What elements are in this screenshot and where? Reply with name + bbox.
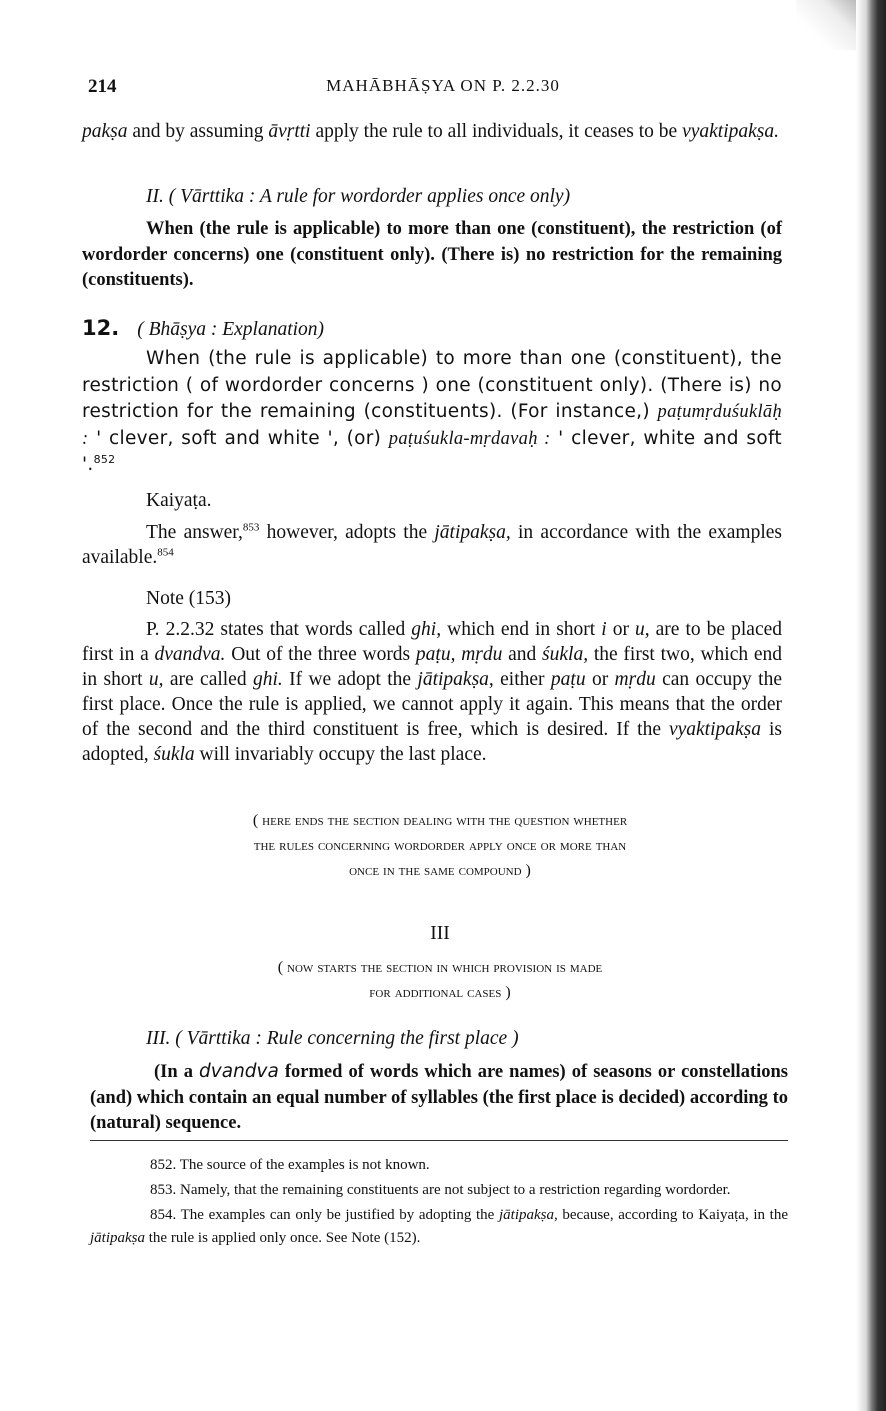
footnote-ref: 852 [93,452,116,466]
varttika-3-text: (In a dvandva formed of words which are names) of seasons or constellations (and) which contain an equal number of syllables (the first place is decided) according to (natural) sequence. [90,1061,788,1133]
running-head-title: MAHĀBHĀṢYA ON [326,76,487,95]
varttika-2-heading: II. ( Vārttika : A rule for wordorder applies once only) [146,186,571,207]
note-text: P. 2.2.32 states that words called ghi, which end in short i or u, are to be placed first in a dvandva. Out of the three words paṭu, mṛdu and śukla, the first two, which end in short u, are called ghi. If we adopt the jātipakṣa, either paṭu or mṛdu can occupy the first place. Once the rule is applied, we cannot apply it again. This means that the order of the second and the third constituent is free, which is desired. If the vyaktipakṣa is adopted, śukla will invariably occupy the last place. [82,619,783,765]
running-head-ref: P. 2.2.30 [492,76,560,95]
bhasya-text: When (the rule is applicable) to more than one (constituent), the restriction ( of wordorder concerns ) one (constituent only). (There is) no restriction for the remaining (constituents). (For instance,) paṭumṛduśuklāḥ : ' clever, soft and white ', (or) paṭuśukla-mṛdavaḥ : ' clever, white and soft '.$^{852}$ [82,348,782,475]
note-label: Note (153) [146,588,232,609]
section-3-intro: ( now starts the section in which provision is made for additional cases ) [277,959,603,1001]
footnote-854: 854. The examples can only be justified by adopting the jātipakṣa, because, according to Kaiyaṭa, in the jātipakṣa the rule is applied only once. See Note (152). [90,1207,788,1246]
footnote-rule [90,1140,788,1141]
kaiyata-text: The answer,$^{853}$ however, adopts the jātipakṣa, in accordance with the examples available.$^{854}$ [82,521,782,568]
varttika-2-text: When (the rule is applicable) to more than one (constituent), the restriction (of wordorder concerns) one (constituent only). (There is) no restriction for the remaining (constituents). [82,219,782,290]
footnotes [90,1154,788,1250]
footnote-852: 852. The source of the examples is not known. [150,1157,430,1173]
running-head [0,76,886,96]
section-end-note: ( here ends the section dealing with the question whether the rules concerning wordorder apply once or more than once in the same compound ) [252,812,628,879]
section-number: 12. [82,316,120,340]
kaiyata-label: Kaiyaṭa. [146,490,212,511]
page-number: 214 [88,76,117,97]
intro-paragraph: pakṣa and by assuming āvṛtti apply the rule to all individuals, it ceases to be vyaktipakṣa. [82,121,779,142]
footnote-853: 853. Namely, that the remaining constituents are not subject to a restriction regarding wordorder. [150,1182,731,1198]
page-edge [856,0,886,1411]
bhasya-heading: 12. ( Bhāṣya : Explanation) [82,316,325,340]
section-3-numeral: III [430,923,450,944]
varttika-3-heading: III. ( Vārttika : Rule concerning the first place ) [146,1028,519,1049]
scan-shadow [796,0,856,50]
